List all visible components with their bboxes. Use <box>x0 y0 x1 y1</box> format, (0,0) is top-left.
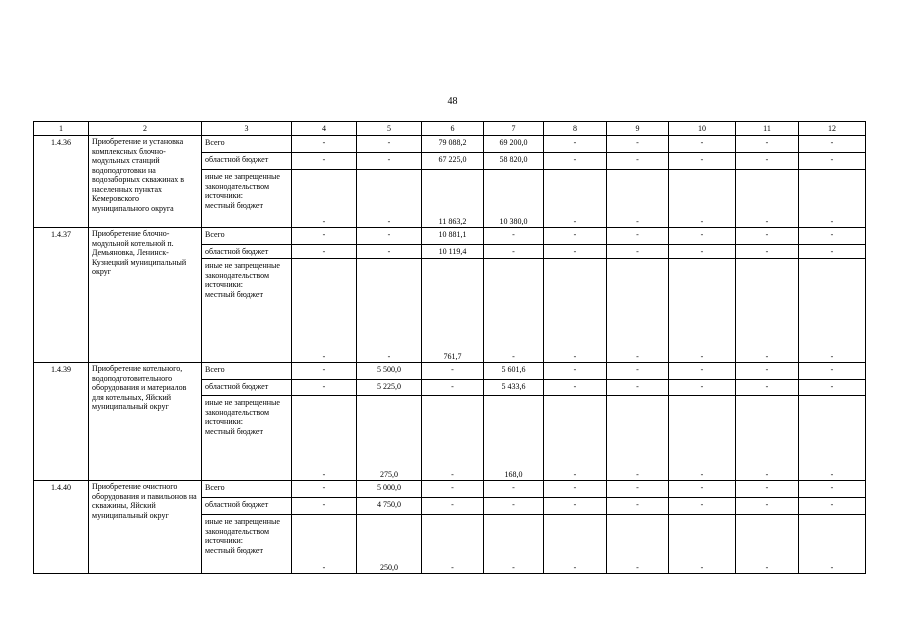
row-code: 1.4.36 <box>34 136 89 228</box>
value-cell: - <box>736 136 799 153</box>
column-header: 4 <box>292 122 357 136</box>
value-cell: - <box>292 153 357 170</box>
table-row <box>34 136 866 153</box>
funding-source-sublabel: местный бюджет <box>205 545 263 555</box>
value-cell: - <box>799 396 866 481</box>
value-cell: - <box>799 245 866 259</box>
value-cell: - <box>357 136 422 153</box>
value-cell: 275,0 <box>357 396 422 481</box>
value-cell: 10 881,1 <box>422 228 484 245</box>
value-cell: - <box>292 396 357 481</box>
value-cell: - <box>736 363 799 380</box>
table-row <box>34 481 866 498</box>
value-cell: - <box>484 515 544 574</box>
value-cell: 5 433,6 <box>484 380 544 396</box>
value-cell: - <box>544 153 607 170</box>
row-code: 1.4.40 <box>34 481 89 574</box>
value-cell: - <box>607 380 669 396</box>
value-cell: - <box>292 363 357 380</box>
funding-source <box>202 136 292 153</box>
value-cell: - <box>736 153 799 170</box>
column-header: 7 <box>484 122 544 136</box>
column-header: 6 <box>422 122 484 136</box>
value-cell: - <box>484 245 544 259</box>
funding-source <box>202 170 292 228</box>
value-cell: - <box>607 515 669 574</box>
value-cell: 58 820,0 <box>484 153 544 170</box>
value-cell: - <box>736 515 799 574</box>
value-cell: - <box>669 498 736 515</box>
value-cell: - <box>292 481 357 498</box>
value-cell: - <box>799 515 866 574</box>
value-cell: - <box>669 245 736 259</box>
funding-source-label: областной бюджет <box>205 155 269 164</box>
column-header: 1 <box>34 122 89 136</box>
value-cell: - <box>669 153 736 170</box>
value-cell: - <box>799 153 866 170</box>
funding-source-label: Всего <box>205 230 225 239</box>
row-code: 1.4.39 <box>34 363 89 481</box>
funding-source <box>202 153 292 170</box>
value-cell: - <box>736 498 799 515</box>
value-cell: - <box>607 153 669 170</box>
value-cell: - <box>422 363 484 380</box>
value-cell: - <box>544 259 607 363</box>
value-cell: - <box>422 481 484 498</box>
page-number: 48 <box>447 96 458 107</box>
value-cell: 5 000,0 <box>357 481 422 498</box>
column-header: 2 <box>89 122 202 136</box>
value-cell: - <box>736 396 799 481</box>
funding-source-label: иные не запрещенные законодательством источники: <box>205 261 280 289</box>
value-cell: - <box>544 363 607 380</box>
value-cell: - <box>292 515 357 574</box>
funding-source-label: Всего <box>205 365 225 374</box>
value-cell: - <box>607 228 669 245</box>
value-cell: - <box>669 259 736 363</box>
value-cell: - <box>422 396 484 481</box>
table-row <box>34 363 866 380</box>
value-cell: 11 863,2 <box>422 170 484 228</box>
column-header: 10 <box>669 122 736 136</box>
value-cell: - <box>422 498 484 515</box>
value-cell: - <box>607 170 669 228</box>
value-cell: - <box>292 380 357 396</box>
value-cell: - <box>544 136 607 153</box>
funding-source-sublabel: местный бюджет <box>205 200 263 210</box>
value-cell: - <box>607 498 669 515</box>
funding-source-label: иные не запрещенные законодательством источники: <box>205 398 280 426</box>
funding-source <box>202 380 292 396</box>
value-cell: 5 225,0 <box>357 380 422 396</box>
value-cell: - <box>544 515 607 574</box>
funding-source <box>202 259 292 363</box>
value-cell: - <box>484 259 544 363</box>
column-header: 3 <box>202 122 292 136</box>
value-cell: - <box>544 481 607 498</box>
value-cell: - <box>357 153 422 170</box>
funding-source-label: Всего <box>205 138 225 147</box>
value-cell: - <box>799 363 866 380</box>
value-cell: - <box>292 228 357 245</box>
funding-source-label: областной бюджет <box>205 500 269 509</box>
value-cell: - <box>799 259 866 363</box>
value-cell: - <box>357 259 422 363</box>
value-cell: - <box>292 170 357 228</box>
value-cell: - <box>607 363 669 380</box>
value-cell: - <box>357 245 422 259</box>
value-cell: - <box>799 136 866 153</box>
value-cell: - <box>607 396 669 481</box>
funding-source <box>202 228 292 245</box>
value-cell: 10 119,4 <box>422 245 484 259</box>
value-cell: - <box>607 245 669 259</box>
value-cell: - <box>736 380 799 396</box>
value-cell: - <box>607 136 669 153</box>
value-cell: - <box>736 170 799 228</box>
value-cell: - <box>422 380 484 396</box>
column-header: 11 <box>736 122 799 136</box>
value-cell: - <box>669 170 736 228</box>
value-cell: 761,7 <box>422 259 484 363</box>
column-header: 8 <box>544 122 607 136</box>
value-cell: - <box>799 228 866 245</box>
value-cell: - <box>669 481 736 498</box>
value-cell: - <box>607 259 669 363</box>
value-cell: - <box>292 259 357 363</box>
funding-source <box>202 515 292 574</box>
value-cell: - <box>736 228 799 245</box>
value-cell: 10 380,0 <box>484 170 544 228</box>
funding-source <box>202 481 292 498</box>
value-cell: - <box>799 380 866 396</box>
value-cell: - <box>544 396 607 481</box>
funding-source-label: иные не запрещенные законодательством источники: <box>205 172 280 200</box>
value-cell: 4 750,0 <box>357 498 422 515</box>
funding-source-label: областной бюджет <box>205 382 269 391</box>
value-cell: - <box>669 363 736 380</box>
value-cell: - <box>357 228 422 245</box>
value-cell: - <box>292 498 357 515</box>
funding-source-label: иные не запрещенные законодательством источники: <box>205 517 280 545</box>
value-cell: - <box>544 170 607 228</box>
value-cell: - <box>799 498 866 515</box>
value-cell: - <box>736 481 799 498</box>
value-cell: - <box>669 515 736 574</box>
value-cell: - <box>736 245 799 259</box>
value-cell: - <box>669 228 736 245</box>
table-header-row <box>34 122 866 136</box>
budget-table <box>33 121 866 574</box>
column-header: 5 <box>357 122 422 136</box>
value-cell: - <box>799 481 866 498</box>
funding-source <box>202 245 292 259</box>
row-name: Приобретение блочно-модульной котельной п. Демьяновка, Ленинск-Кузнецкий муниципальный округ <box>89 228 202 363</box>
value-cell: - <box>484 498 544 515</box>
value-cell: - <box>484 481 544 498</box>
value-cell: - <box>669 380 736 396</box>
value-cell: - <box>799 170 866 228</box>
row-code: 1.4.37 <box>34 228 89 363</box>
value-cell: - <box>422 515 484 574</box>
value-cell: - <box>607 481 669 498</box>
value-cell: 79 088,2 <box>422 136 484 153</box>
column-header: 12 <box>799 122 866 136</box>
row-name: Приобретение очистного оборудования и павильонов на скважины, Яйский муниципальный округ <box>89 481 202 574</box>
table-row <box>34 228 866 245</box>
funding-source-sublabel: местный бюджет <box>205 426 263 436</box>
value-cell: - <box>544 498 607 515</box>
value-cell: 67 225,0 <box>422 153 484 170</box>
row-name: Приобретение котельного, водоподготовительного оборудования и материалов для котельных, Яйский муниципальный округ <box>89 363 202 481</box>
funding-source-label: областной бюджет <box>205 247 269 256</box>
value-cell: - <box>357 170 422 228</box>
value-cell: - <box>544 228 607 245</box>
value-cell: - <box>544 245 607 259</box>
value-cell: 168,0 <box>484 396 544 481</box>
value-cell: - <box>544 380 607 396</box>
funding-source <box>202 498 292 515</box>
value-cell: 5 500,0 <box>357 363 422 380</box>
value-cell: - <box>736 259 799 363</box>
funding-source-label: Всего <box>205 483 225 492</box>
funding-source-sublabel: местный бюджет <box>205 289 263 299</box>
value-cell: - <box>669 396 736 481</box>
value-cell: - <box>292 136 357 153</box>
value-cell: - <box>292 245 357 259</box>
column-header: 9 <box>607 122 669 136</box>
value-cell: 250,0 <box>357 515 422 574</box>
value-cell: - <box>484 228 544 245</box>
value-cell: - <box>669 136 736 153</box>
funding-source <box>202 396 292 481</box>
row-name: Приобретение и установка комплексных блочно-модульных станций водоподготовки на водозаборных скважинах в населенных пунктах Кемеровского муниципального округа <box>89 136 202 228</box>
value-cell: 69 200,0 <box>484 136 544 153</box>
funding-source <box>202 363 292 380</box>
value-cell: 5 601,6 <box>484 363 544 380</box>
